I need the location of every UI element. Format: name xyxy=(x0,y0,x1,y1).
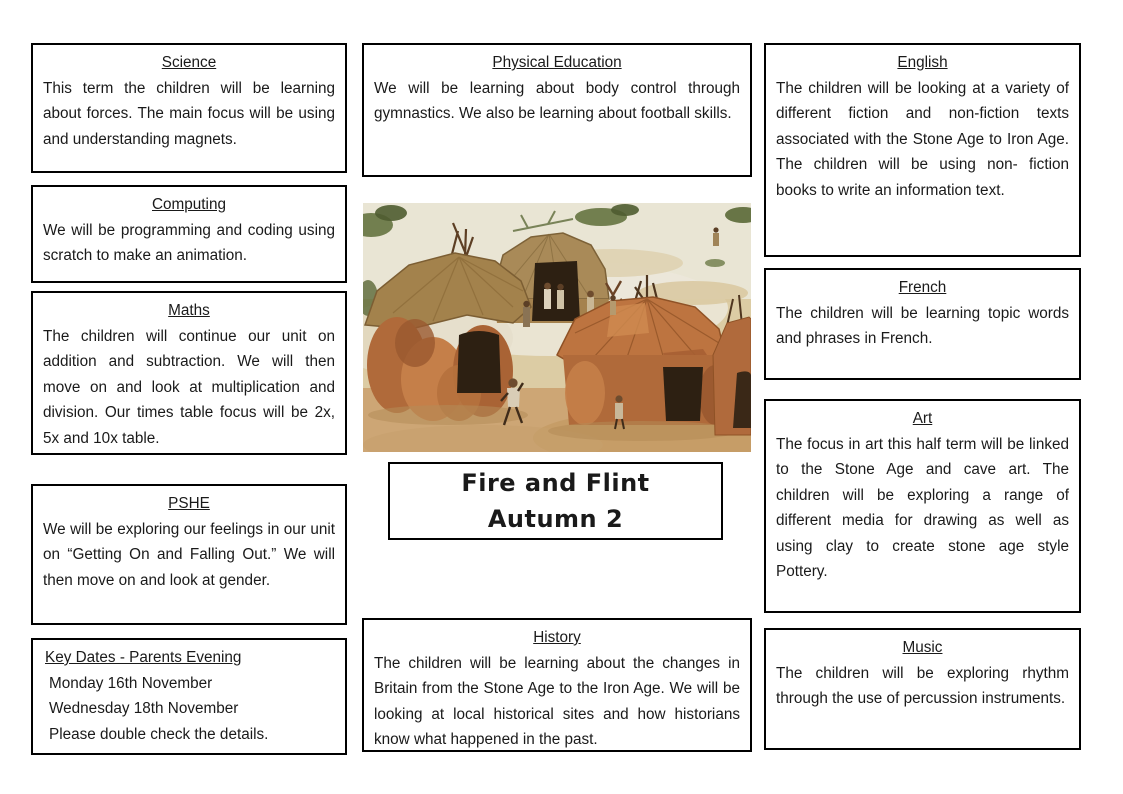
computing-heading: Computing xyxy=(152,196,226,213)
art-box xyxy=(764,399,1081,613)
maths-box xyxy=(31,291,347,455)
french-body: The children will be learning topic words and phrases in French. xyxy=(776,304,1069,347)
music-heading: Music xyxy=(902,639,943,656)
computing-box xyxy=(31,185,347,283)
music-box xyxy=(764,628,1081,750)
history-body: The children will be learning about the changes in Britain from the Stone Age to the Iron Age. We will be looking at local historical sites and how historians know what happened in the past. xyxy=(374,654,740,748)
english-heading: English xyxy=(897,54,948,71)
physical-education-box xyxy=(362,43,752,177)
pshe-box xyxy=(31,484,347,625)
topic-term: Autumn 2 xyxy=(487,505,624,533)
topic-title-box xyxy=(388,462,723,540)
science-heading: Science xyxy=(161,54,217,71)
computing-body: We will be programming and coding using scratch to make an animation. xyxy=(43,221,335,264)
key-dates-box xyxy=(31,638,347,755)
french-box xyxy=(764,268,1081,380)
key-dates-line-3: Please double check the details. xyxy=(49,725,269,743)
maths-heading: Maths xyxy=(168,302,210,319)
key-dates-line-1: Monday 16th November xyxy=(49,674,213,692)
pshe-heading: PSHE xyxy=(168,495,210,512)
physical-education-body: We will be learning about body control through gymnastics. We also be learning about football skills. xyxy=(374,79,740,122)
english-body: The children will be looking at a variety of different fiction and non-fiction texts associated with the Stone Age to Iron Age. The children will be using non- fiction books to write an information text. xyxy=(776,79,1069,199)
physical-education-heading: Physical Education xyxy=(492,54,622,71)
art-body: The focus in art this half term will be linked to the Stone Age and cave art. The children will be exploring a range of different media for drawing as well as using clay to create stone age style Pottery. xyxy=(776,435,1069,580)
art-heading: Art xyxy=(912,410,933,427)
topic-title: Fire and Flint xyxy=(461,469,650,497)
french-heading: French xyxy=(898,279,947,296)
history-box xyxy=(362,618,752,752)
stone-age-village-illustration xyxy=(363,203,751,452)
maths-body: The children will continue our unit on addition and subtraction. We will then move on and look at multiplication and division. Our times table focus will be 2x, 5x and 10x table. xyxy=(43,327,335,447)
science-box xyxy=(31,43,347,173)
pshe-body: We will be exploring our feelings in our unit on “Getting On and Falling Out.” We will then move on and look at gender. xyxy=(43,520,335,589)
key-dates-heading: Key Dates - Parents Evening xyxy=(45,649,242,666)
english-box xyxy=(764,43,1081,257)
key-dates-line-2: Wednesday 18th November xyxy=(49,700,239,717)
history-heading: History xyxy=(533,629,581,646)
science-body: This term the children will be learning about forces. The main focus will be using and understanding magnets. xyxy=(43,79,335,148)
music-body: The children will be exploring rhythm through the use of percussion instruments. xyxy=(776,664,1069,707)
